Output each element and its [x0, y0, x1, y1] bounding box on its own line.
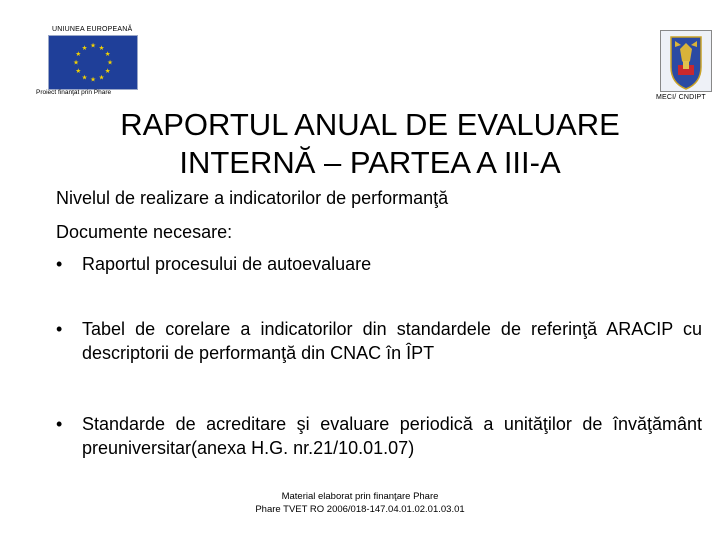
eu-star-icon: ★	[75, 67, 82, 76]
title-line-1: RAPORTUL ANUAL DE EVALUARE	[120, 107, 620, 142]
eu-star-icon: ★	[90, 41, 96, 50]
page-title	[100, 106, 640, 182]
list-item	[56, 317, 702, 365]
romania-coat-of-arms-icon	[660, 30, 712, 92]
list-item	[56, 412, 702, 460]
eu-star-icon: ★	[73, 58, 79, 67]
title-line-2: INTERNĂ – PARTEA A III-A	[179, 145, 561, 180]
list-item-text: Standarde de acreditare şi evaluare periodică a unităţilor de învăţământ preuniversitar(anexa H.G. nr.21/10.01.07)	[82, 414, 702, 458]
eu-flag-icon	[48, 35, 138, 90]
eu-star-icon: ★	[107, 58, 113, 67]
footer-line-2: Phare TVET RO 2006/018-147.04.01.02.01.03.01	[255, 504, 465, 515]
bullet-icon: •	[56, 319, 63, 339]
eu-star-icon: ★	[98, 43, 105, 52]
list-item	[56, 252, 676, 276]
list-item-text: Raportul procesului de autoevaluare	[82, 254, 372, 274]
eu-star-icon: ★	[81, 73, 88, 82]
documents-heading: Documente necesare:	[56, 222, 233, 242]
eu-star-icon: ★	[75, 50, 82, 59]
footer-line-1: Material elaborat prin finanţare Phare	[281, 491, 439, 502]
eu-star-icon: ★	[104, 67, 111, 76]
eu-star-icon: ★	[98, 73, 105, 82]
bullet-icon: •	[56, 254, 63, 274]
eu-star-icon: ★	[104, 50, 111, 59]
subtitle-line: Nivelul de realizare a indicatorilor de performanţă	[56, 188, 449, 208]
bullet-icon: •	[56, 414, 63, 434]
eu-label: UNIUNEA EUROPEANĂ	[52, 26, 133, 33]
eu-star-icon: ★	[90, 75, 96, 84]
ministry-label: MECI/ CNDIPT	[656, 94, 706, 101]
footer	[170, 490, 550, 516]
project-label: Proiect finanţat prin Phare	[36, 89, 112, 96]
list-item-text: Tabel de corelare a indicatorilor din standardele de referinţă ARACIP cu descriptorii de performanţă din CNAC în ÎPT	[82, 319, 702, 363]
eu-star-icon: ★	[81, 43, 88, 52]
